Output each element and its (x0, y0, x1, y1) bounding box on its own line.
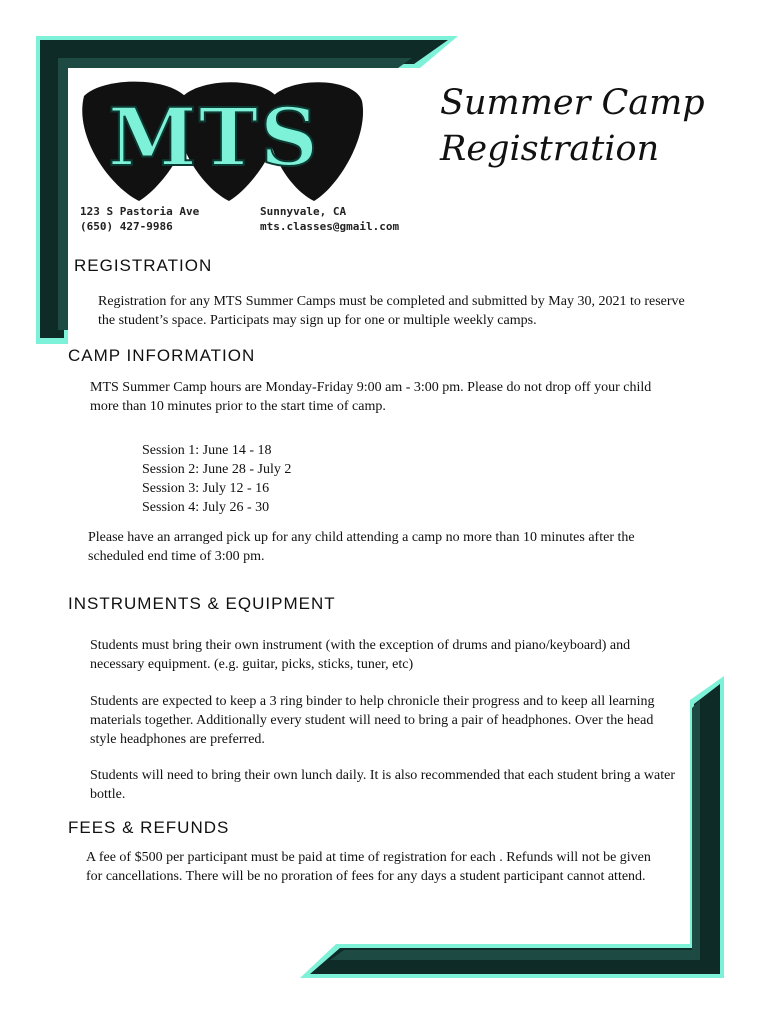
address: 123 S Pastoria Ave (80, 205, 200, 218)
registration-heading: REGISTRATION (74, 256, 213, 275)
registration-text: Registration for any MTS Summer Camps must be completed and submitted by May 30, 2021 to reserve the student’s space. Participats may sign up for one or multiple weekly camps. (98, 294, 685, 328)
session-item: Session 1: June 14 - 18 (142, 443, 272, 458)
logo-letters: MTS (108, 90, 320, 184)
title-line-2: Registration (440, 129, 660, 169)
page-title (440, 80, 740, 172)
contact-email-block (260, 204, 399, 234)
instruments-text-1: Students must bring their own instrument (with the exception of drums and piano/keyboard) and necessary equipment. (e.g. guitar, picks, sticks, tuner, etc) (90, 638, 631, 672)
fees-text: A fee of $500 per participant must be paid at time of registration for each . Refunds will not be given for cancellations. There will be no proration of fees for any days a student participant cannot attend. (86, 850, 651, 884)
phone: (650) 427-9986 (80, 220, 173, 233)
title-line-1: Summer Camp (440, 83, 705, 123)
contact-address-block (80, 204, 199, 234)
camp-info-heading: CAMP INFORMATION (68, 346, 256, 365)
instruments-text-3: Students will need to bring their own lunch daily. It is also recommended that each student bring a water bottle. (90, 768, 675, 802)
session-item: Session 2: June 28 - July 2 (142, 462, 292, 477)
city: Sunnyvale, CA (260, 205, 347, 218)
session-item: Session 3: July 12 - 16 (142, 481, 270, 496)
pickup-text: Please have an arranged pick up for any child attending a camp no more than 10 minutes after the scheduled end time of 3:00 pm. (88, 530, 635, 564)
camp-info-text: MTS Summer Camp hours are Monday-Friday 9:00 am - 3:00 pm. Please do not drop off your child more than 10 minutes prior to the start time of camp. (90, 380, 652, 414)
instruments-heading: INSTRUMENTS & EQUIPMENT (68, 594, 336, 613)
session-list (142, 441, 291, 517)
instruments-text-2: Students are expected to keep a 3 ring binder to help chronicle their progress and to keep all learning materials together. Additionally every student will need to bring a pair of headphones. Over the head style headphones are preferred. (90, 694, 655, 747)
fees-heading: FEES & REFUNDS (68, 818, 230, 837)
session-item: Session 4: July 26 - 30 (142, 500, 270, 515)
email: mts.classes@gmail.com (260, 220, 400, 233)
mts-logo (64, 76, 364, 206)
